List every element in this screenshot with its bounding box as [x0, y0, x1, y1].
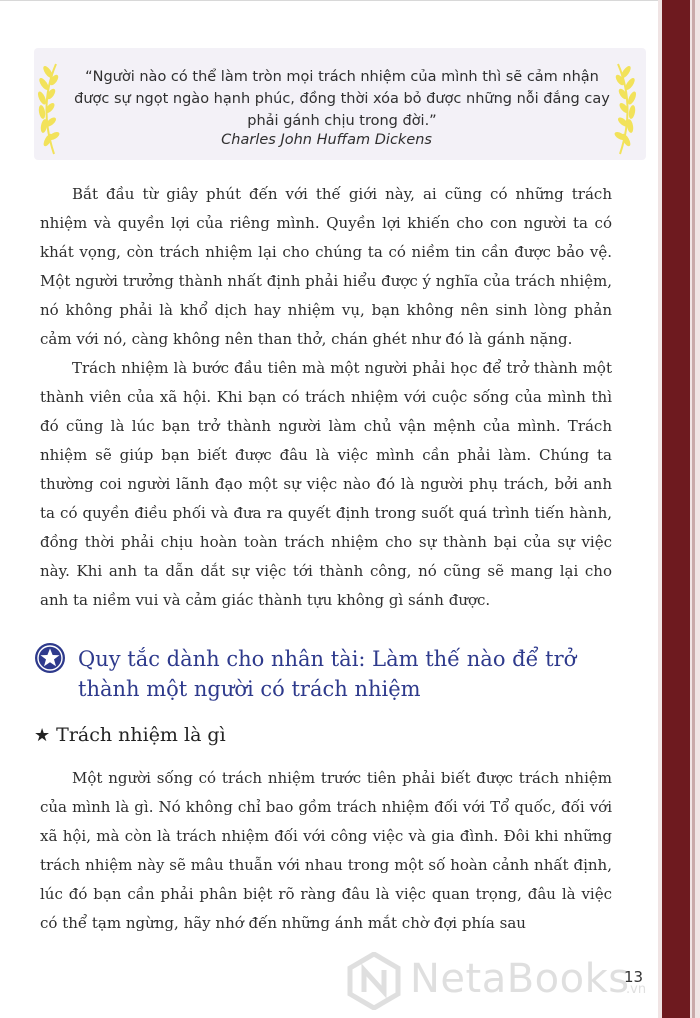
epigraph-quote: “Người nào có thể làm tròn mọi trách nhiệm của mình thì sẽ cảm nhận được sự ngọt ngào hạnh phúc, đồng thời xóa bỏ được những nỗi đắng cay phải gánh chịu trong đời.”	[74, 69, 610, 129]
page-top-rule	[0, 0, 658, 1]
spine-strip	[662, 0, 690, 1018]
book-spine-edge	[658, 0, 700, 1018]
watermark-suffix: .vn	[626, 982, 647, 997]
netabooks-logo-icon	[346, 952, 402, 1010]
watermark-brand: NetaBooks	[410, 956, 630, 1002]
watermark	[346, 950, 656, 1012]
epigraph-author-text: Charles John Huffam Dickens	[221, 132, 432, 148]
sub-heading-text: Trách nhiệm là gì	[56, 724, 226, 746]
star-badge-icon	[34, 642, 66, 674]
paragraph-3-text: Một người sống có trách nhiệm trước tiên phải biết được trách nhiệm của mình là gì. Nó không chỉ bao gồm trách nhiệm đối với Tổ quốc, đối với xã hội, mà còn là trách nhiệm đối với công việc và gia đình. Đôi khi những trách nhiệm này sẽ mâu thuẫn với nhau trong một số hoàn cảnh nhất định, lúc đó bạn cần phải phân biệt rõ ràng đâu là việc quan trọng, đâu là việc có thể tạm ngừng, hãy nhớ đến những ánh mắt chờ đợi phía sau	[40, 769, 612, 932]
paragraph-2-text: Trách nhiệm là bước đầu tiên mà một người phải học để trở thành một thành viên của xã hội. Khi bạn có trách nhiệm với cuộc sống của mình thì đó cũng là lúc bạn trở thành người làm chủ vận mệnh của mình. Trách nhiệm sẽ giúp bạn biết được đâu là việc mình cần phải làm. Chúng ta thường coi người lãnh đạo một sự việc nào đó là người phụ trách, bởi anh ta có quyền điều phối và đưa ra quyết định trong suốt quá trình tiến hành, đồng thời phải chịu hoàn toàn trách nhiệm cho sự thành bại của sự việc này. Khi anh ta dẫn dắt sự việc tới thành công, nó cũng sẽ mang lại cho anh ta niềm vui và cảm giác thành tựu không gì sánh được.	[40, 359, 612, 609]
paragraph-1-text: Bắt đầu từ giây phút đến với thế giới này, ai cũng có những trách nhiệm và quyền lợi của riêng mình. Quyền lợi khiến cho con người ta có khát vọng, còn trách nhiệm lại cho chúng ta có niềm tin cần được bảo vệ. Một người trưởng thành nhất định phải hiểu được ý nghĩa của trách nhiệm, nó không phải là khổ dịch hay nhiệm vụ, bạn không nên sinh lòng phản cảm với nó, càng không nên than thở, chán ghét như đó là gánh nặng.	[40, 185, 612, 348]
page-number: 13	[624, 968, 644, 986]
body-paragraph-2	[40, 354, 612, 615]
laurel-right-icon	[614, 58, 640, 158]
section-heading: Quy tắc dành cho nhân tài: Làm thế nào để trở thành một người có trách nhiệm	[78, 647, 577, 701]
body-paragraph-1	[40, 180, 612, 354]
laurel-left-icon	[34, 58, 60, 158]
epigraph-author	[72, 132, 432, 148]
spine-edge-line	[692, 0, 695, 1018]
sub-heading	[34, 724, 226, 746]
star-icon: ★	[34, 725, 51, 746]
body-paragraph-3	[40, 764, 612, 938]
